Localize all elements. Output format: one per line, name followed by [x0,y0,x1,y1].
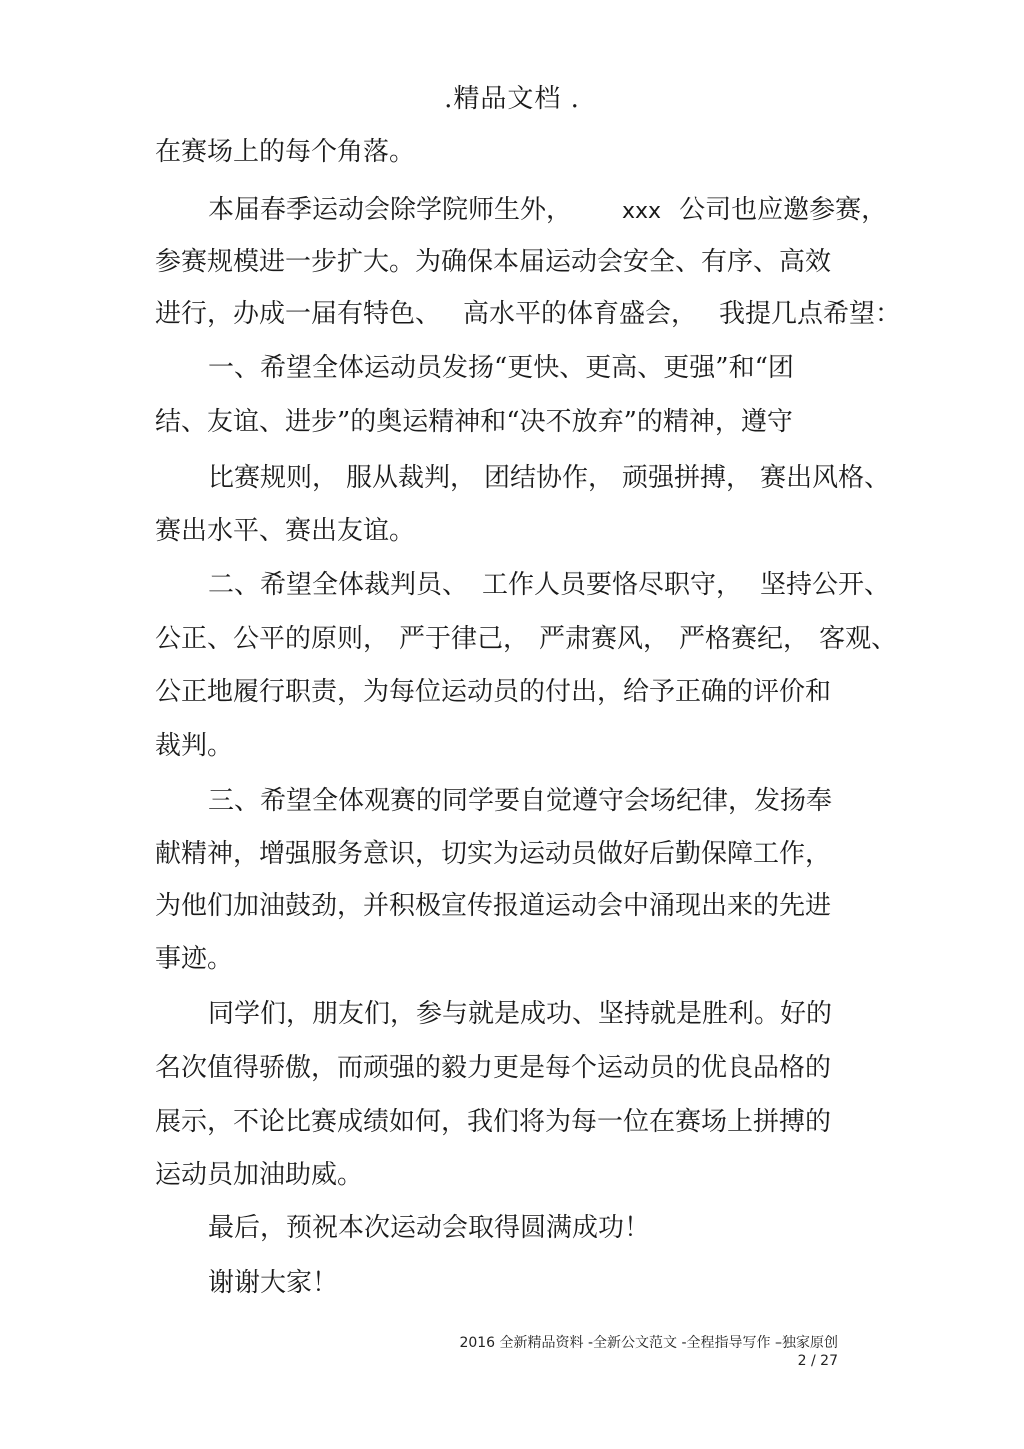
text-segment: 比赛规则， [208,463,339,493]
text-segment: 工作人员要恪尽职守， [482,570,743,600]
paragraph-line [155,299,901,329]
text-segment: 服从裁判， [346,463,477,493]
text-segment: 严肃赛风， [539,624,670,654]
text-segment: 赛出风格、 [760,463,891,493]
text-segment: 客观、 [819,624,898,654]
paragraph-line: 事迹。 [155,944,234,974]
text-segment: 顽强拼搏， [622,463,753,493]
paragraph-line: 谢谢大家！ [208,1268,339,1298]
text-segment: xxx [622,199,662,224]
paragraph-line [208,570,890,600]
paragraph-line: 运动员加油助威。 [155,1160,364,1190]
paragraph-line: 在赛场上的每个角落。 [155,137,416,167]
text-segment: 严格赛纪， [679,624,810,654]
paragraph-line [208,463,890,493]
paragraph-line [208,195,887,227]
page-number: 2 / 27 [797,1353,838,1369]
text-segment: 本届春季运动会除学院师生外， [208,195,573,225]
text-segment: 公正、公平的原则， [155,624,390,654]
text-segment: 严于律己， [399,624,530,654]
paragraph-line: 同学们，朋友们，参与就是成功、坚持就是胜利。好的 [208,999,833,1029]
paragraph-line: 三、希望全体观赛的同学要自觉遵守会场纪律，发扬奉 [208,786,833,816]
text-segment: 公司也应邀参赛， [679,195,888,225]
text-segment: 进行，办成一届有特色、 [155,299,442,329]
paragraph-line: 最后，预祝本次运动会取得圆满成功！ [208,1213,651,1243]
paragraph-line: 公正地履行职责，为每位运动员的付出，给予正确的评价和 [155,677,832,707]
text-segment: 我提几点希望： [719,299,902,329]
text-segment: 二、希望全体裁判员、 [208,570,469,600]
paragraph-line: 名次值得骄傲，而顽强的毅力更是每个运动员的优良品格的 [155,1053,832,1083]
paragraph-line: 赛出水平、赛出友谊。 [155,516,416,546]
paragraph-line: 结、友谊、进步”的奥运精神和“决不放弃”的精神，遵守 [155,407,793,437]
paragraph-line: 展示，不论比赛成绩如何，我们将为每一位在赛场上拼搏的 [155,1107,832,1137]
paragraph-line: 裁判。 [155,731,234,761]
paragraph-line: 献精神，增强服务意识，切实为运动员做好后勤保障工作， [155,839,832,869]
text-segment: 坚持公开、 [760,570,891,600]
footer-slogan: 2016 全新精品资料 -全新公文范文 -全程指导写作 –独家原创 [459,1335,838,1351]
paragraph-line: 一、希望全体运动员发扬“更快、更高、更强”和“团 [208,353,794,383]
text-segment: 团结协作， [484,463,615,493]
paragraph-line: 为他们加油鼓劲，并积极宣传报道运动会中涌现出来的先进 [155,891,832,921]
text-segment: 高水平的体育盛会， [463,299,698,329]
paragraph-line [155,624,897,654]
page-header: .精品文档 . [444,84,580,114]
paragraph-line: 参赛规模进一步扩大。为确保本届运动会安全、有序、高效 [155,247,832,277]
